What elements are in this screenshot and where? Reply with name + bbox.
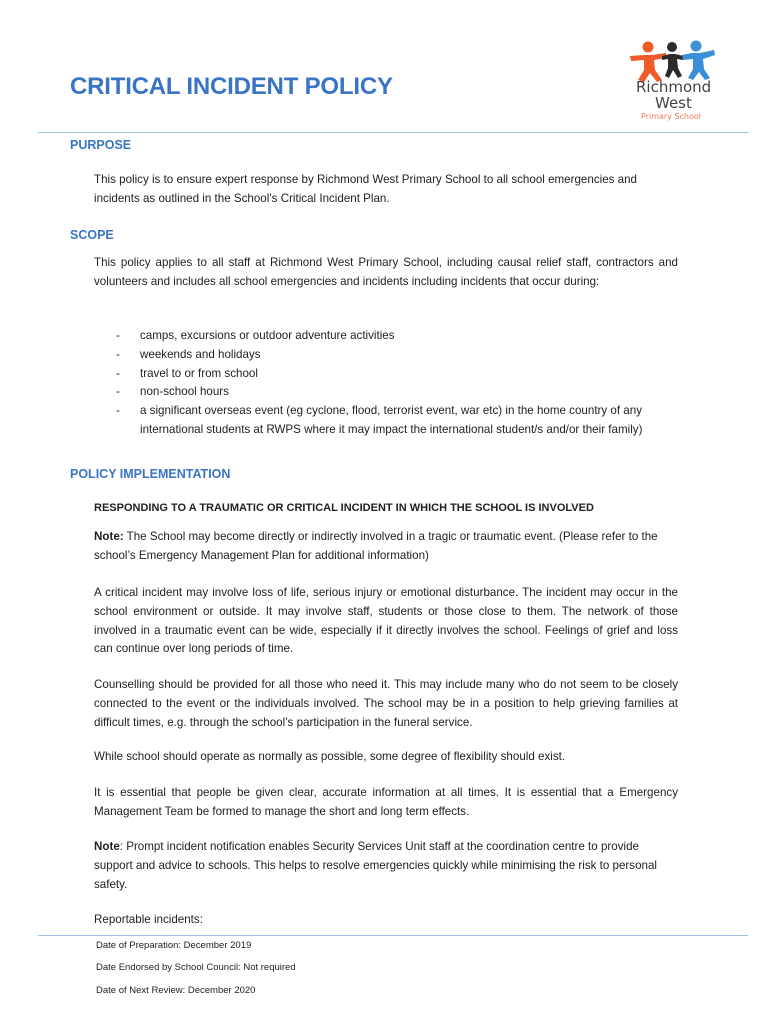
policy-implementation-heading: POLICY IMPLEMENTATION <box>70 467 231 481</box>
logo-figure-orange <box>630 42 666 83</box>
logo-text-west: West <box>655 94 692 112</box>
page-title: CRITICAL INCIDENT POLICY <box>70 73 393 100</box>
paragraph-flexibility: While school should operate as normally as possible, some degree of flexibility should exist. <box>94 750 566 763</box>
note-text: : Prompt incident notification enables Security Services Unit staff at the coordination centre to provide support and advice to schools. This helps to resolve emergencies quickly while minimising the risk to personal safety. <box>94 840 657 891</box>
list-item: - weekends and holidays <box>116 347 261 361</box>
note-paragraph-1 <box>94 528 678 566</box>
scope-text: This policy applies to all staff at Richmond West Primary School, including causal relief staff, contractors and volunteers and includes all school emergencies and incidents including incidents that occur during: <box>94 256 678 288</box>
logo-figure-blue <box>682 41 715 81</box>
note-paragraph-2 <box>94 838 678 894</box>
footer-date-review: Date of Next Review: December 2020 <box>96 985 256 996</box>
section-subheading: RESPONDING TO A TRAUMATIC OR CRITICAL INCIDENT IN WHICH THE SCHOOL IS INVOLVED <box>94 502 594 514</box>
scope-list <box>94 327 678 440</box>
reportable-incidents-label: Reportable incidents: <box>94 913 203 926</box>
note-text: The School may become directly or indirectly involved in a tragic or traumatic event. (Please refer to the school’s Emergency Management Plan for additional information) <box>94 530 658 562</box>
list-item: - a significant overseas event (eg cyclone, flood, terrorist event, war etc) in the home country of any international students at RWPS where it may impact the international student/s and/or their family) <box>116 404 643 436</box>
note-label: Note <box>94 840 120 853</box>
footer-divider <box>38 935 748 936</box>
logo-figure-dark <box>662 42 684 78</box>
list-item: - travel to or from school <box>116 366 258 380</box>
purpose-text: This policy is to ensure expert response by Richmond West Primary School to all school emergencies and incidents as outlined in the School’s Critical Incident Plan. <box>94 173 638 205</box>
logo-text-richmond: Richmond <box>636 78 712 96</box>
logo-text-primary-school: Primary School <box>641 112 702 121</box>
list-item: - camps, excursions or outdoor adventure activities <box>116 329 395 342</box>
footer-date-preparation: Date of Preparation: December 2019 <box>96 940 252 951</box>
paragraph-counselling: Counselling should be provided for all those who need it. This may include many who do not seem to be closely connected to the event or the individuals involved. The school may be in a position to help grieving families at difficult times, e.g. through the school’s participation in the funeral service. <box>94 678 678 729</box>
header-divider <box>38 132 748 133</box>
footer-date-endorsed: Date Endorsed by School Council: Not required <box>96 962 296 973</box>
note-label: Note: <box>94 530 124 543</box>
paragraph-critical-incident: A critical incident may involve loss of life, serious injury or emotional disturbance. The incident may occur in the school environment or outside. It may involve staff, students or those close to them. The network of those involved in a traumatic event can be wide, especially if it directly involves the school. Feelings of grief and loss can continue over long periods of time. <box>94 586 678 656</box>
purpose-heading: PURPOSE <box>70 138 132 152</box>
list-item: - non-school hours <box>116 385 229 399</box>
paragraph-information: It is essential that people be given clear, accurate information at all times. It is essential that a Emergency Management Team be formed to manage the short and long term effects. <box>94 786 678 818</box>
scope-heading: SCOPE <box>70 228 114 242</box>
